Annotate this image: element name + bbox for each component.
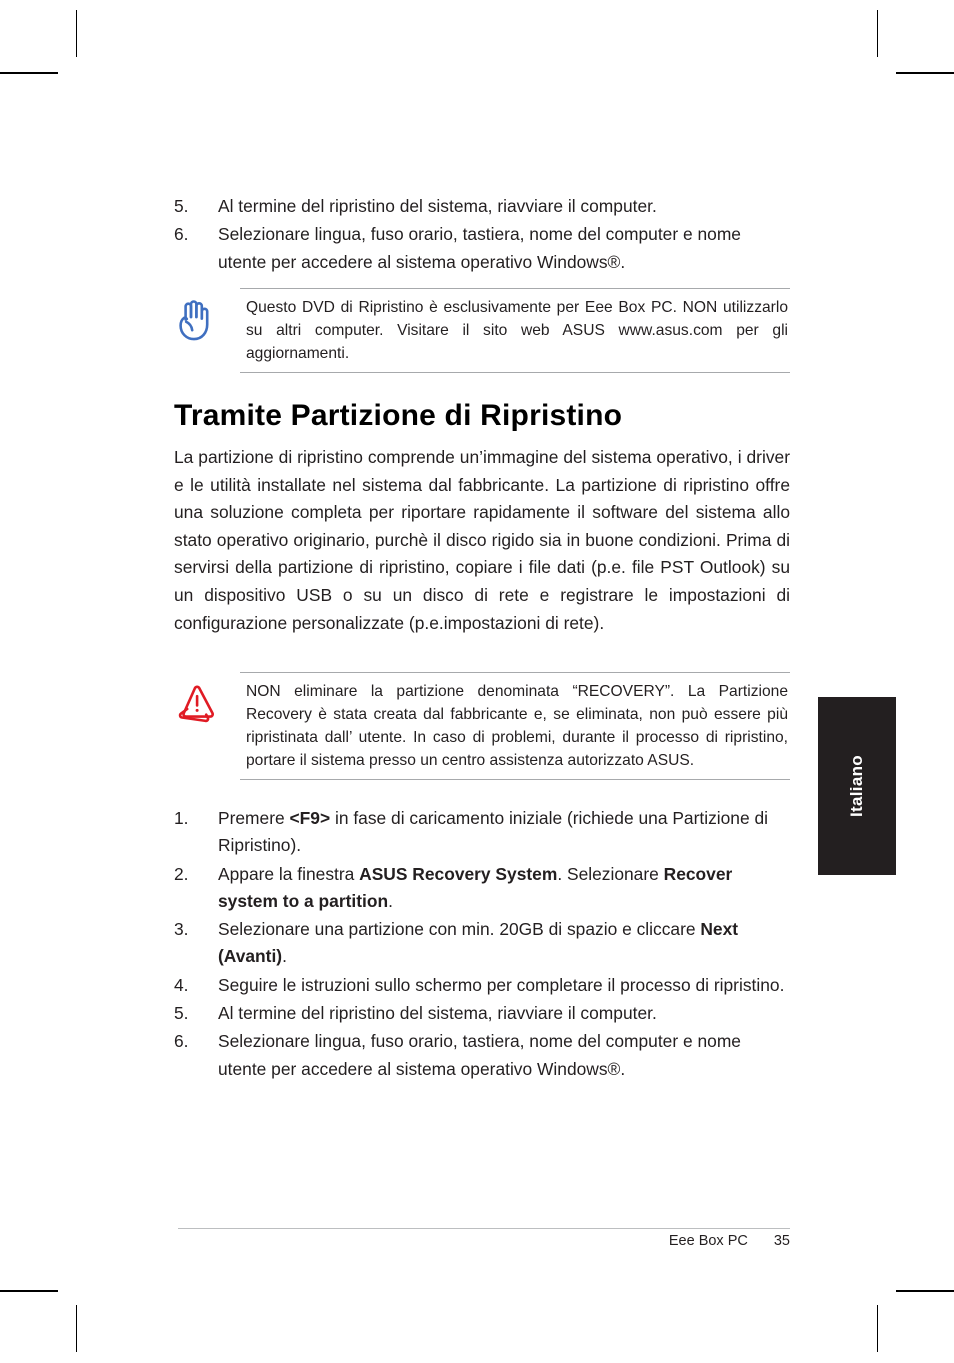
list-item	[174, 805, 790, 860]
language-tab	[818, 697, 896, 875]
list-item	[174, 193, 790, 220]
list-item	[174, 221, 790, 276]
section-heading: Tramite Partizione di Ripristino	[174, 399, 623, 432]
list-item	[174, 1028, 790, 1083]
footer-page-number: 35	[773, 1233, 790, 1249]
crop-mark-top-left-vertical	[76, 10, 77, 57]
list-item	[174, 1000, 790, 1027]
warning-callout	[174, 672, 790, 780]
footer-divider	[178, 1228, 790, 1229]
list-item-number: 6.	[174, 1031, 189, 1052]
footer-product-name: Eee Box PC	[668, 1233, 748, 1249]
footer	[178, 1233, 790, 1249]
hand-stop-icon	[174, 288, 240, 342]
note-text: Questo DVD di Ripristino è esclusivamente per Eee Box PC. NON utilizzarlo su altri computer. Visitare il sito web ASUS www.asus.com per gli aggiornamenti.	[246, 299, 788, 362]
warning-triangle-icon	[174, 672, 240, 726]
list-item-text: Al termine del ripristino del sistema, riavviare il computer.	[218, 1003, 657, 1024]
list-item	[174, 972, 790, 999]
list-item	[174, 916, 790, 971]
crop-mark-bottom-left-vertical	[76, 1305, 77, 1352]
list-item-text: Premere <F9> in fase di caricamento iniziale (richiede una Partizione di Ripristino).	[218, 808, 769, 856]
list-item-number: 6.	[174, 224, 189, 245]
language-tab-label: Italiano	[847, 755, 866, 817]
list-item-text: Seguire le istruzioni sullo schermo per completare il processo di ripristino.	[218, 974, 785, 995]
list-item-number: 5.	[174, 1003, 189, 1024]
crop-mark-top-right-vertical	[877, 10, 878, 57]
crop-mark-top-left-horizontal	[0, 72, 58, 74]
top-continued-list	[174, 193, 790, 277]
note-callout	[174, 288, 790, 373]
warning-text: NON eliminare la partizione denominata “RECOVERY”. La Partizione Recovery è stata creata dal fabbricante e, se eliminata, non può essere più ripristinata dall’ utente. In caso di problemi, durante il processo di ripristino, portare il sistema presso un centro assistenza autorizzato ASUS.	[246, 683, 788, 769]
list-item-number: 3.	[174, 919, 189, 940]
list-item-number: 2.	[174, 863, 189, 884]
list-item-text: Selezionare lingua, fuso orario, tastiera, nome del computer e nome utente per accedere al sistema operativo Windows®.	[218, 1031, 741, 1079]
page-content	[174, 0, 790, 1363]
crop-mark-bottom-right-vertical	[877, 1305, 878, 1352]
list-item-text: Selezionare lingua, fuso orario, tastiera, nome del computer e nome utente per accedere al sistema operativo Windows®.	[218, 224, 741, 272]
list-item-text: Al termine del ripristino del sistema, riavviare il computer.	[218, 196, 657, 216]
recovery-partition-steps	[174, 805, 790, 1084]
crop-mark-top-right-horizontal	[896, 72, 954, 74]
crop-mark-bottom-right-horizontal	[896, 1290, 954, 1292]
list-item-number: 1.	[174, 808, 189, 828]
list-item-number: 4.	[174, 974, 189, 995]
warning-body	[240, 672, 790, 780]
section-paragraph: La partizione di ripristino comprende un’immagine del sistema operativo, i driver e le utilità installate nel sistema dal fabbricante. La partizione di ripristino offre una soluzione completa per riportare rapidamente il software del sistema allo stato operativo originario, purchè il disco rigido sia in buone condizioni. Prima di servirsi della partizione di ripristino, copiare i file dati (p.e. file PST Outlook) su un dispositivo USB o su un disco di rete e registrare le impostazioni di configurazione personalizzate (p.e.impostazioni di rete).	[174, 447, 790, 633]
list-item	[174, 861, 790, 916]
list-item-text: Selezionare una partizione con min. 20GB di spazio e cliccare Next (Avanti).	[218, 919, 739, 967]
list-item-text: Appare la finestra ASUS Recovery System. Selezionare Recover system to a partition.	[218, 863, 733, 911]
crop-mark-bottom-left-horizontal	[0, 1290, 58, 1292]
list-item-number: 5.	[174, 196, 189, 216]
note-body	[240, 288, 790, 373]
